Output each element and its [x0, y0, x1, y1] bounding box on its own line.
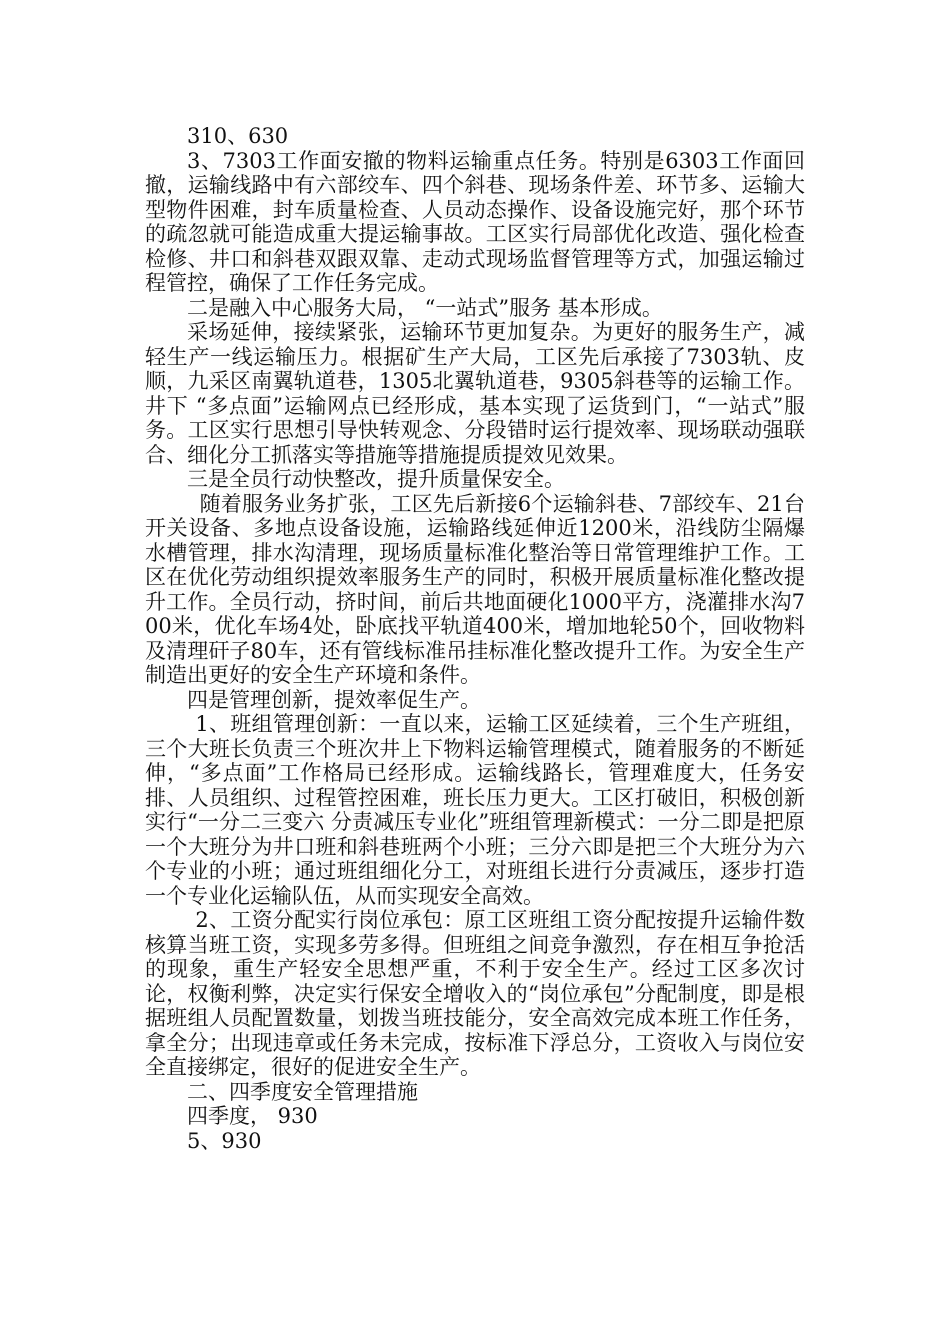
- heading-management-innovation: 四是管理创新，提效率促生产。: [187, 687, 481, 712]
- heading-rectification: 三是全员行动快整改，提升质量保安全。: [187, 467, 565, 491]
- paragraph-rectification-work: 随着服务业务扩张，工区先后新接6个运输斜巷、7部绞车、21台开关设备、多地点设备设施，运输路线延伸近1200米，沿线防尘隔爆水槽管理，排水沟清理，现场质量标准化整治等日常管理维护工作。工区在优化劳动组织提效率服务生产的同时，积极开展质量标准化整改提升工作。全员行动，挤时间，前后共地面硬化1000平方，浇灌排水沟700米，优化车场4处，卧底找平轨道400米，增加地轮50个，回收物料及清理矸子80车，还有管线标准吊挂标准化整改提升工作。为安全生产制造出更好的安全生产环境和条件。: [145, 491, 805, 687]
- heading-service-integration: 二是融入中心服务大局， “一站式”服务 基本形成。: [187, 295, 663, 320]
- paragraph-number-line: 310、630: [187, 124, 289, 148]
- paragraph-service-extension: 采场延伸，接续紧张，运输环节更加复杂。为更好的服务生产，减轻生产一线运输压力。根据矿生产大局，工区先后承接了7303轨、皮顺，九采区南翼轨道巷，1305北翼轨道巷，9305斜巷等的运输工作。井下 “多点面”运输网点已经形成，基本实现了运货到门，“一站式”服务。工区实行思想引导快转观念、分段错时运行提效率、现场联动强联合、细化分工抓落实等措施等措施提质提效见效果。: [145, 320, 805, 467]
- document-page: [145, 124, 805, 1153]
- heading-q4-safety-measures: 二、四季度安全管理措施: [187, 1079, 418, 1104]
- paragraph-wage-distribution: 2、工资分配实行岗位承包：原工区班组工资分配按提升运输件数核算当班工资，实现多劳多得。但班组之间竞争激烈，存在相互争抢活的现象，重生产轻安全思想严重，不利于安全生产。经过工区多次讨论，权衡利弊，决定实行保安全增收入的“岗位承包”分配制度，即是根据班组人员配置数量，划拨当班技能分，安全高效完成本班工作任务，拿全分；出现违章或任务未完成，按标准下浮总分，工资收入与岗位安全直接绑定，很好的促进安全生产。: [145, 908, 805, 1079]
- paragraph-q4-line: 四季度， 930: [187, 1104, 318, 1128]
- paragraph-task-7303: 3、7303工作面安撤的物料运输重点任务。特别是6303工作面回撤，运输线路中有六部绞车、四个斜巷、现场条件差、环节多、运输大型物件困难，封车质量检查、人员动态操作、设备设施完好，那个环节的疏忽就可能造成重大提运输事故。工区实行局部优化改造、强化检查检修、井口和斜巷双跟双靠、走动式现场监督管理等方式，加强运输过程管控，确保了工作任务完成。: [145, 148, 805, 295]
- paragraph-final-line: 5、930: [187, 1128, 262, 1153]
- paragraph-team-management: 1、班组管理创新：一直以来，运输工区延续着，三个生产班组，三个大班长负责三个班次井上下物料运输管理模式，随着服务的不断延伸，“多点面”工作格局已经形成。运输线路长，管理难度大，任务安排、人员组织、过程管控困难，班长压力更大。工区打破旧，积极创新实行“一分二三变六 分责减压专业化”班组管理新模式：一分二即是把原一个大班分为井口班和斜巷班两个小班；三分六即是把三个大班分为六个专业的小班；通过班组细化分工，对班组长进行分责减压，逐步打造一个专业化运输队伍，从而实现安全高效。: [145, 712, 805, 908]
